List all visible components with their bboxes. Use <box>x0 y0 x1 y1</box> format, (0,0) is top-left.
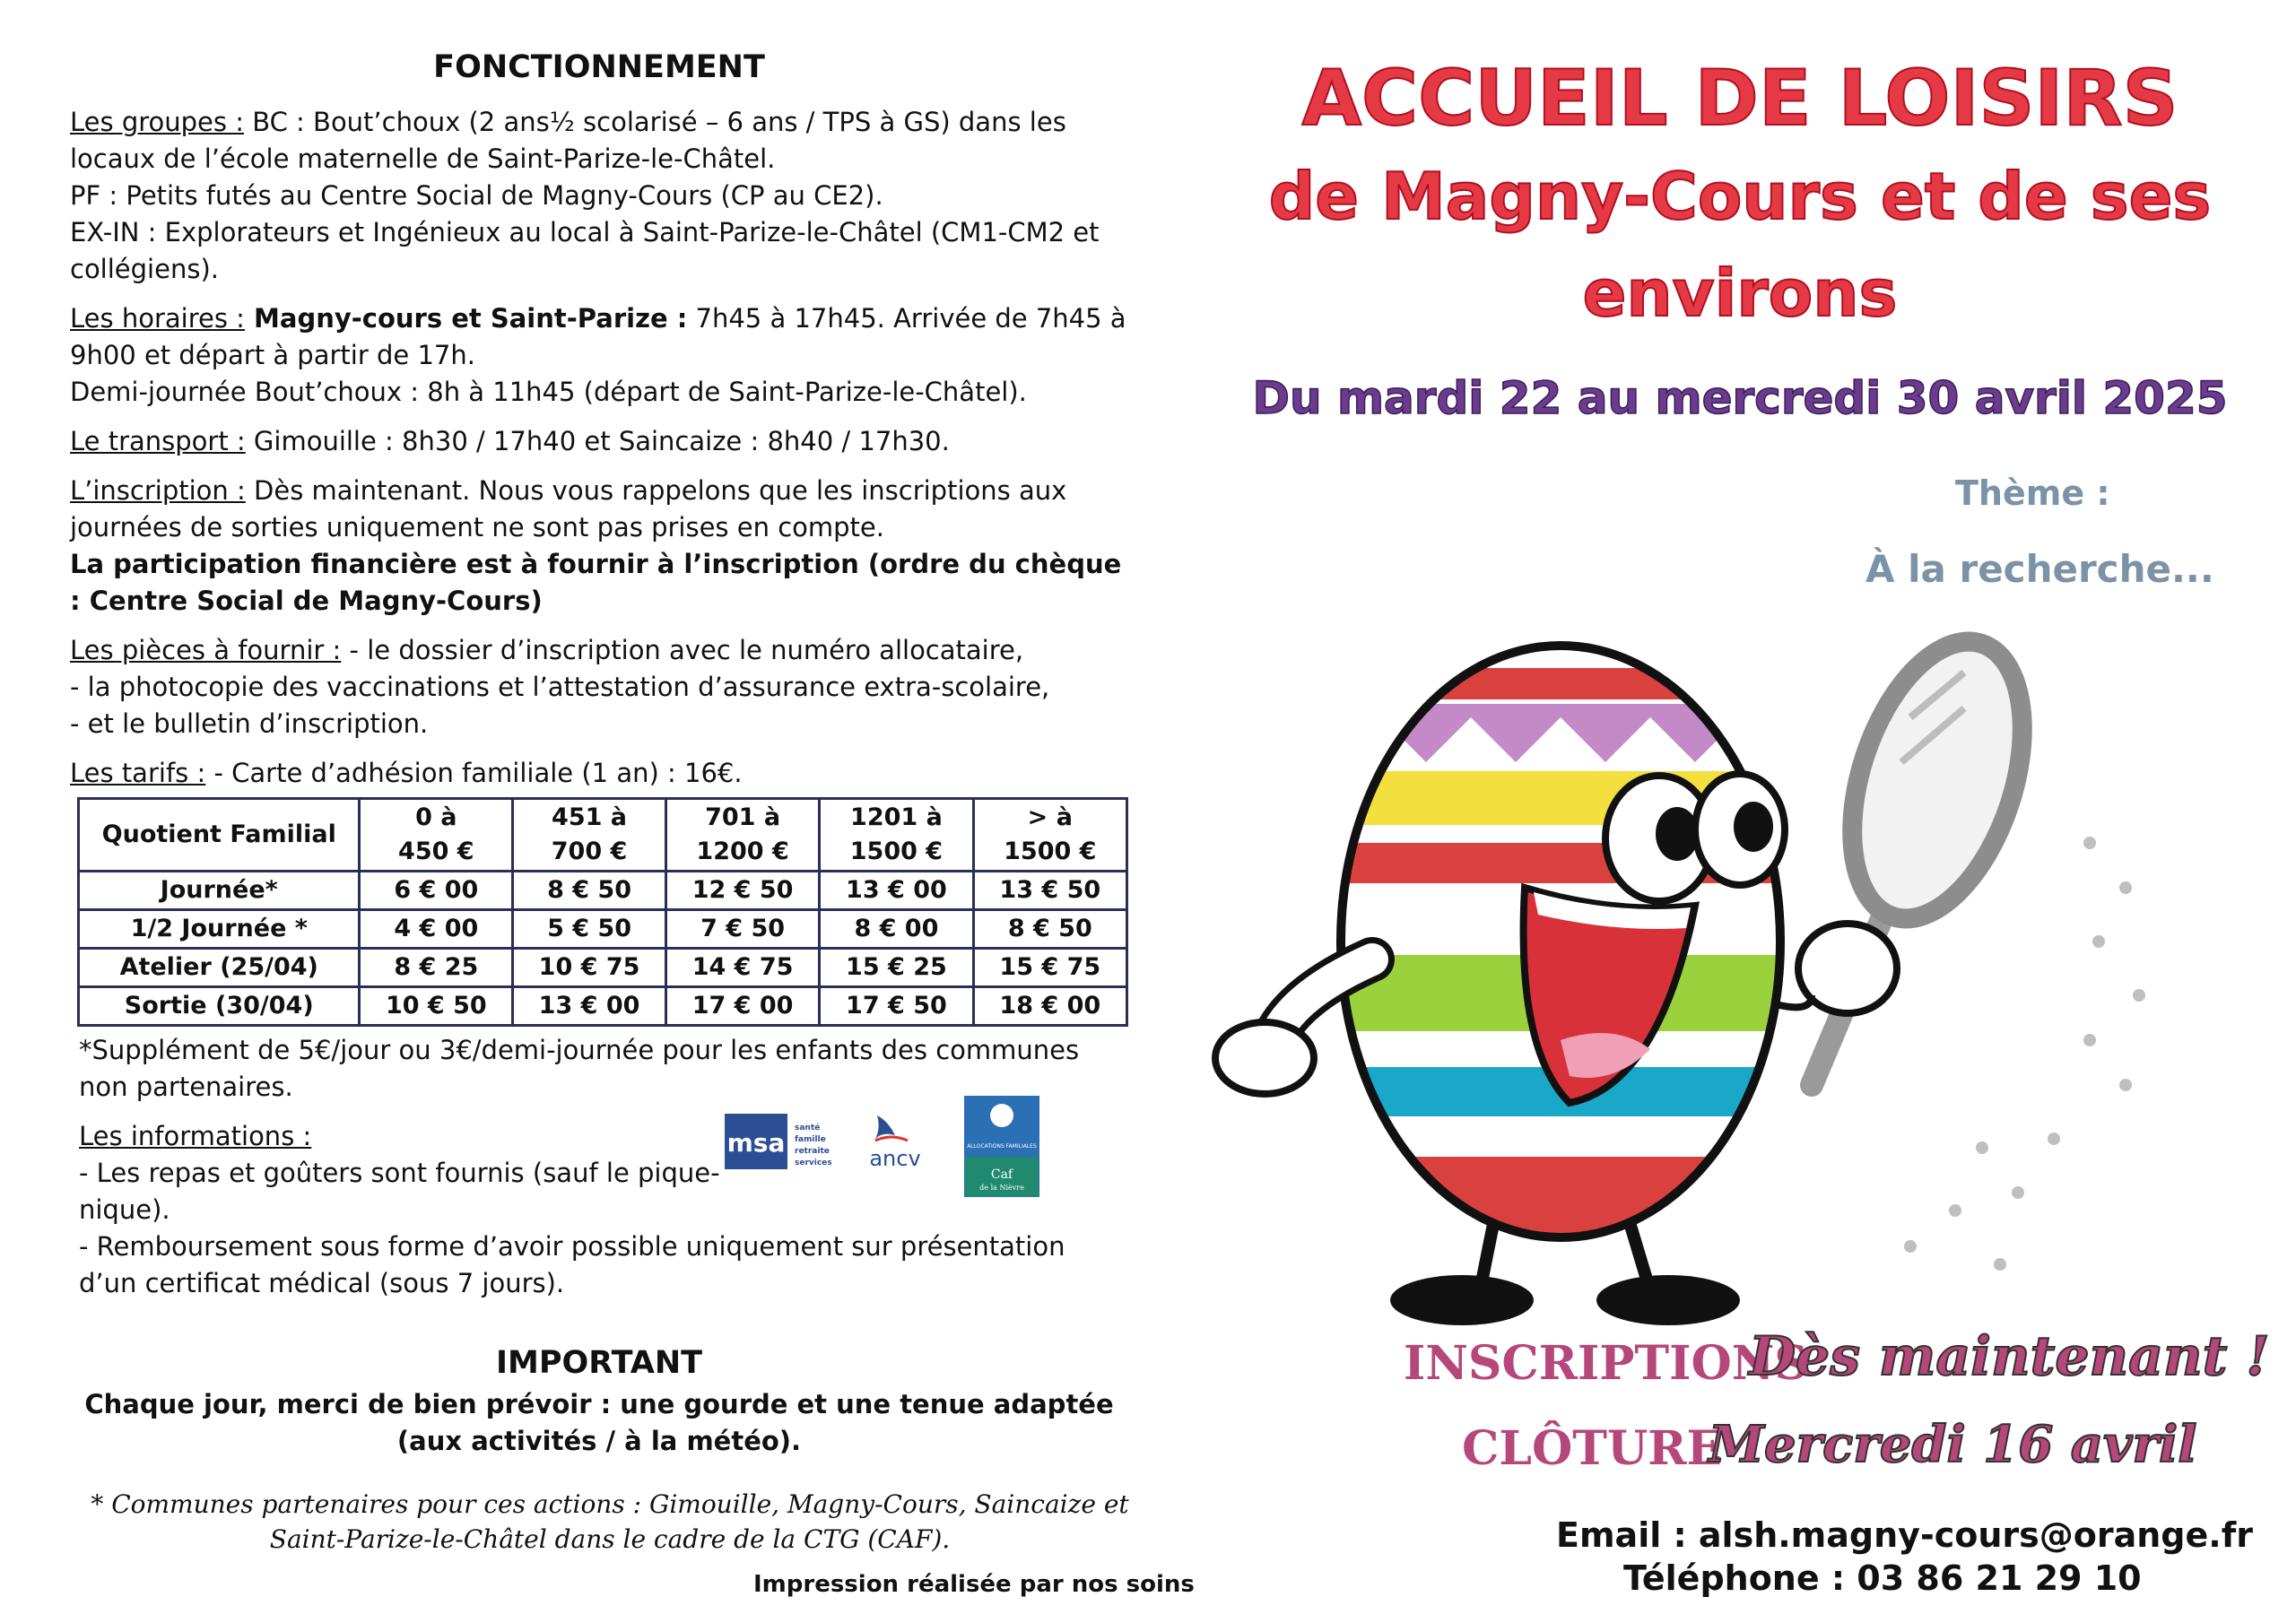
table-header-cell: 701 à 1200 € <box>665 799 819 872</box>
title-line1: ACCUEIL DE LOISIRS <box>1301 54 2179 143</box>
table-cell: 13 € 00 <box>513 987 666 1026</box>
svg-text:famille: famille <box>795 1135 826 1144</box>
table-cell: 7 € 50 <box>665 910 819 949</box>
important-block <box>70 1345 1128 1460</box>
groupes-text: BC : Bout’choux (2 ans½ scolarisé – 6 ans / TPS à GS) dans les locaux de l’école maternelle de Saint-Parize-le-Châtel. <box>70 107 1066 174</box>
inscription-label: L’inscription : <box>70 475 246 506</box>
important-line1: Chaque jour, merci de bien prévoir : une gourde et une tenue adaptée <box>84 1389 1114 1419</box>
table-cell: 13 € 00 <box>820 872 973 910</box>
transport-label: Le transport : <box>70 426 246 456</box>
table-cell: 5 € 50 <box>513 910 666 949</box>
table-cell: 18 € 00 <box>973 987 1126 1026</box>
row-label: Sortie (30/04) <box>79 987 360 1026</box>
pieces-label: Les pièces à fournir : <box>70 635 342 665</box>
theme-label: Thème : <box>1955 473 2110 513</box>
easter-egg-mascot <box>1193 619 2251 1331</box>
table-cell: 10 € 75 <box>513 949 666 987</box>
table-header-cell: 451 à 700 € <box>513 799 666 872</box>
horaires-paragraph <box>70 300 1128 411</box>
inscription-paragraph <box>70 473 1128 620</box>
pieces-text: - le dossier d’inscription avec le numéro allocataire, <box>341 635 1024 665</box>
important-title: IMPORTANT <box>495 1345 703 1381</box>
table-cell: 17 € 00 <box>665 987 819 1026</box>
horaires-text: 7h45 à 17h45. Arrivée de 7h45 à 9h00 et départ à partir de 17h. <box>70 303 1126 370</box>
partner-logos <box>725 1096 1048 1202</box>
row-label: Atelier (25/04) <box>79 949 360 987</box>
dates-banner: Du mardi 22 au mercredi 30 avril 2025 <box>1252 372 2228 424</box>
title-line3: environs <box>1582 256 1898 331</box>
inscription-text: Dès maintenant. Nous vous rappelons que les inscriptions aux journées de sorties uniquement ne sont pas prises en compte. <box>70 475 1067 542</box>
informations-line2: - Remboursement sous forme d’avoir possible uniquement sur présentation d’un certificat médical (sous 7 jours). <box>79 1231 1065 1298</box>
egg-illustration <box>1193 619 2251 1327</box>
table-header-row <box>79 799 1127 872</box>
horaires-bold: Magny-cours et Saint-Parize : <box>244 303 688 334</box>
informations-label: Les informations : <box>79 1121 312 1151</box>
groupes-line2: PF : Petits futés au Centre Social de Magny-Cours (CP au CE2). <box>70 180 883 211</box>
table-cell: 4 € 00 <box>360 910 513 949</box>
table-row <box>79 949 1127 987</box>
inscriptions-label: INSCRIPTIONS <box>1404 1336 1808 1391</box>
table-cell: 8 € 50 <box>513 872 666 910</box>
table-header-cell: > à 1500 € <box>973 799 1126 872</box>
table-cell: 17 € 50 <box>820 987 973 1026</box>
pieces-line3: - et le bulletin d’inscription. <box>70 708 429 739</box>
tarifs-table <box>77 797 1128 1027</box>
table-row <box>79 872 1127 910</box>
tarifs-text: - Carte d’adhésion familiale (1 an) : 16€. <box>205 758 743 788</box>
caf-logo <box>965 1096 1039 1196</box>
tarifs-label: Les tarifs : <box>70 758 206 788</box>
egg-eyes <box>1605 774 1785 901</box>
horaires-line2: Demi-journée Bout’choux : 8h à 11h45 (départ de Saint-Parize-le-Châtel). <box>70 377 1027 407</box>
table-cell: 10 € 50 <box>360 987 513 1026</box>
contact-email: Email : alsh.magny-cours@orange.fr <box>1556 1515 2253 1555</box>
ancv-text: ancv <box>869 1146 921 1171</box>
horaires-label: Les horaires : <box>70 303 245 334</box>
important-line2: (aux activités / à la météo). <box>396 1426 802 1456</box>
informations-paragraph <box>79 1118 761 1228</box>
transport-paragraph <box>70 423 1128 460</box>
page-title <box>1202 49 2278 342</box>
table-cell: 8 € 50 <box>973 910 1126 949</box>
cloture-label: CLÔTURE <box>1462 1421 1723 1476</box>
svg-text:retraite: retraite <box>795 1147 830 1156</box>
print-credit: Impression réalisée par nos soins <box>753 1571 1195 1598</box>
magnifying-glass-icon <box>1776 621 2054 1085</box>
title-line2: de Magny-Cours et de ses <box>1268 159 2212 234</box>
pieces-line2: - la photocopie des vaccinations et l’attestation d’assurance extra-scolaire, <box>70 672 1050 702</box>
supplement-note: *Supplément de 5€/jour ou 3€/demi-journée pour les enfants des communes non partenaires. <box>79 1035 1080 1102</box>
msa-mark: msa <box>726 1128 786 1158</box>
msa-logo <box>725 1114 832 1169</box>
ancv-logo <box>869 1115 920 1171</box>
informations-line1: - Les repas et goûters sont fournis (sauf le pique-nique). <box>79 1158 720 1225</box>
cloture-value: Mercredi 16 avril <box>1709 1415 2197 1474</box>
pieces-paragraph <box>70 632 1128 742</box>
table-cell: 12 € 50 <box>665 872 819 910</box>
groupes-line3: EX-IN : Explorateurs et Ingénieux au local à Saint-Parize-le-Châtel (CM1-CM2 et collégiens). <box>70 217 1100 284</box>
transport-text: Gimouille : 8h30 / 17h40 et Saincaize : 8h40 / 17h30. <box>245 426 950 456</box>
contact-telephone: Téléphone : 03 86 21 29 10 <box>1623 1558 2142 1598</box>
theme-value: À la recherche... <box>1866 547 2214 591</box>
table-cell: 6 € 00 <box>360 872 513 910</box>
table-row <box>79 910 1127 949</box>
logos-svg <box>725 1096 1048 1199</box>
table-cell: 15 € 25 <box>820 949 973 987</box>
section-heading: FONCTIONNEMENT <box>433 49 765 85</box>
table-header-cell: 0 à 450 € <box>360 799 513 872</box>
row-label: Journée* <box>79 872 360 910</box>
svg-text:de la Nièvre: de la Nièvre <box>979 1184 1024 1192</box>
svg-text:ALLOCATIONS FAMILIALES: ALLOCATIONS FAMILIALES <box>967 1143 1037 1150</box>
svg-text:santé: santé <box>795 1124 821 1133</box>
table-cell: 8 € 00 <box>820 910 973 949</box>
svg-text:Caf: Caf <box>990 1167 1013 1182</box>
groupes-label: Les groupes : <box>70 107 244 137</box>
tarifs-paragraph <box>70 755 1128 792</box>
inscriptions-value: Dès maintenant ! <box>1749 1325 2270 1388</box>
table-cell: 14 € 75 <box>665 949 819 987</box>
partner-communes-footnote: * Communes partenaires pour ces actions : Gimouille, Magny-Cours, Saincaize et Saint-Parize-le-Châtel dans le cadre de la CTG (CAF). <box>91 1489 1129 1554</box>
inscription-bold: La participation financière est à fournir à l’inscription (ordre du chèque : Centre Social de Magny-Cours) <box>70 549 1122 616</box>
table-cell: 8 € 25 <box>360 949 513 987</box>
table-cell: 15 € 75 <box>973 949 1126 987</box>
svg-text:services: services <box>795 1159 832 1167</box>
row-label: 1/2 Journée * <box>79 910 360 949</box>
table-cell: 13 € 50 <box>973 872 1126 910</box>
table-header-quotient: Quotient Familial <box>79 799 360 872</box>
groupes-paragraph <box>70 104 1128 288</box>
table-row <box>79 987 1127 1026</box>
table-header-cell: 1201 à 1500 € <box>820 799 973 872</box>
